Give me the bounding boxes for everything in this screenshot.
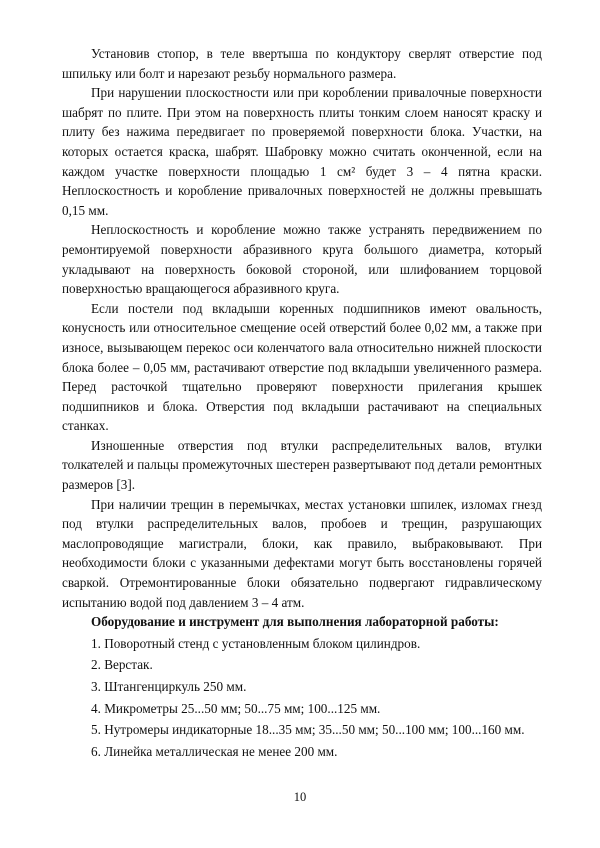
paragraph-flatness: При нарушении плоскостности или при короблении привалочные поверхности шабрят по плите. При этом на поверхность плиты тонким слоем наносят краску и плиту без нажима передвигает по проверяемой поверхности блока. Участки, на которых остается краска, шабрят. Шабровку можно считать оконченной, если на каждом участке поверхности площадью 1 см² будет 3 – 4 пятна краски. Неплоскостность и коробление привалочных поверхностей не должны превышать 0,15 мм. <box>62 85 542 218</box>
list-item: 5. Нутромеры индикаторные 18...35 мм; 35...50 мм; 50...100 мм; 100...160 мм. <box>91 722 525 738</box>
paragraph-bearings: Если постели под вкладыши коренных подшипников имеют овальность, конусность или относительное смещение осей отверстий более 0,02 мм, а также при износе, вызывающем перекос оси коленчатого вала относительно нижней плоскости блока более – 0,05 мм, растачивают отверстие под вкладыши увеличенного размера. Перед расточкой тщательно проверяют поверхности прилегания крышек подшипников и блока. Отверстия под вкладыши растачивают на специальных станках. <box>62 300 542 434</box>
paragraph-abrasive: Неплоскостность и коробление можно также устранять передвижением по ремонтируемой поверхности абразивного круга большого диаметра, который укладывают на поверхность боковой стороной, или шлифованием торцовой поверхностью вращающегося абразивного круга. <box>62 222 542 297</box>
list-item: 6. Линейка металлическая не менее 200 мм. <box>91 743 338 759</box>
page-number: 10 <box>293 790 307 804</box>
list-item: 3. Штангенциркуль 250 мм. <box>91 679 247 694</box>
paragraph-stopor: Установив стопор, в теле ввертыша по кондуктору сверлят отверстие под шпильку или болт и нарезают резьбу нормального размера. <box>62 46 542 81</box>
paragraph-worn-holes: Изношенные отверстия под втулки распределительных валов, втулки толкателей и пальцы промежуточных шестерен развертывают под детали ремонтных размеров [3]. <box>62 437 542 493</box>
equipment-list <box>62 634 542 762</box>
list-item: 4. Микрометры 25...50 мм; 50...75 мм; 100...125 мм. <box>91 700 381 716</box>
page-text-block <box>62 44 542 761</box>
paragraph-cracks: При наличии трещин в перемычках, местах установки шпилек, изломах гнезд под втулки распределительных валов, пробоев и трещин, разрушающих маслопроводящие магистрали, блоки, как правило, выбраковывают. При необходимости блоки с указанными дефектами могут быть восстановлены горячей сваркой. Отремонтированные блоки обязательно подвергают гидравлическому испытанию водой под давлением 3 – 4 атм. <box>62 496 542 610</box>
list-item: 1. Поворотный стенд с установленным блоком цилиндров. <box>91 635 421 651</box>
equipment-heading: Оборудование и инструмент для выполнения лабораторной работы: <box>91 614 499 630</box>
list-item: 2. Верстак. <box>91 657 153 673</box>
